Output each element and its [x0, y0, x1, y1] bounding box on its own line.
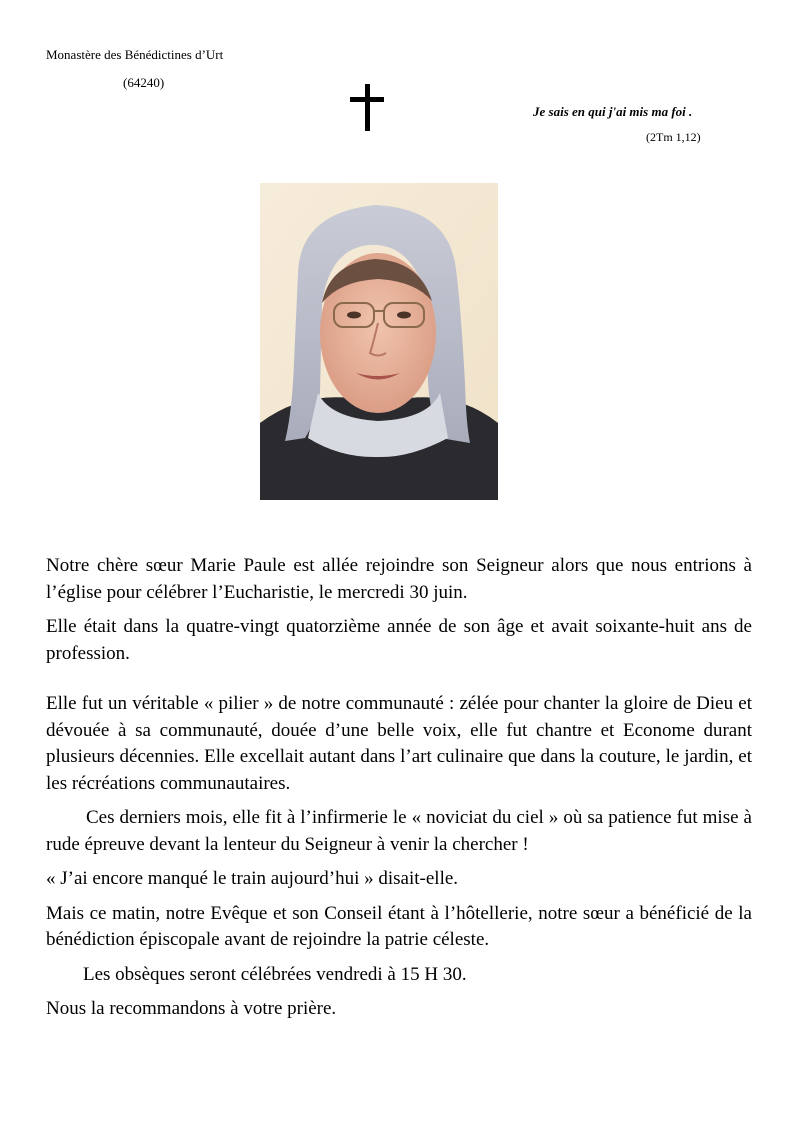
- paragraph-announcement: Notre chère sœur Marie Paule est allée rejoindre son Seigneur alors que nous entrions à l’église pour célébrer l’Eucharistie, le mercredi 30 juin.: [46, 555, 752, 603]
- paragraph-blessing: Mais ce matin, notre Evêque et son Conseil étant à l’hôtellerie, notre sœur a bénéficié de la bénédiction épiscopale avant de rejoindre la patrie céleste.: [46, 902, 752, 950]
- paragraph-pillar: Elle fut un véritable « pilier » de notre communauté : zélée pour chanter la gloire de Dieu et dévouée à sa communauté, douée d’une belle voix, elle fut chantre et Econome durant plusieurs décennies. Elle excellait autant dans l’art culinaire que dans la couture, le jardin, et les récréations communautaires.: [46, 693, 752, 794]
- paragraph-funeral: Les obsèques seront célébrées vendredi à 15 H 30.: [83, 963, 467, 985]
- obituary-text: [46, 553, 752, 1023]
- monastery-name: Monastère des Bénédictines d’Urt: [46, 47, 224, 62]
- paragraph-prayer: Nous la recommandons à votre prière.: [46, 998, 337, 1019]
- paragraph-age: Elle était dans la quatre-vingt quatorzième année de son âge et avait soixante-huit ans de profession.: [46, 616, 752, 664]
- scripture-reference: (2Tm 1,12): [646, 130, 701, 144]
- postal-code: (64240): [123, 75, 165, 90]
- scripture-motto: Je sais en qui j'ai mis ma foi .: [533, 104, 693, 119]
- cross-icon: [349, 84, 385, 131]
- paragraph-last-months: Ces derniers mois, elle fit à l’infirmerie le « noviciat du ciel » où sa patience fut mise à rude épreuve devant la lenteur du Seigneur à venir la chercher !: [46, 807, 752, 855]
- portrait-photo: [260, 183, 498, 500]
- paragraph-quote: « J’ai encore manqué le train aujourd’hui » disait-elle.: [46, 868, 459, 889]
